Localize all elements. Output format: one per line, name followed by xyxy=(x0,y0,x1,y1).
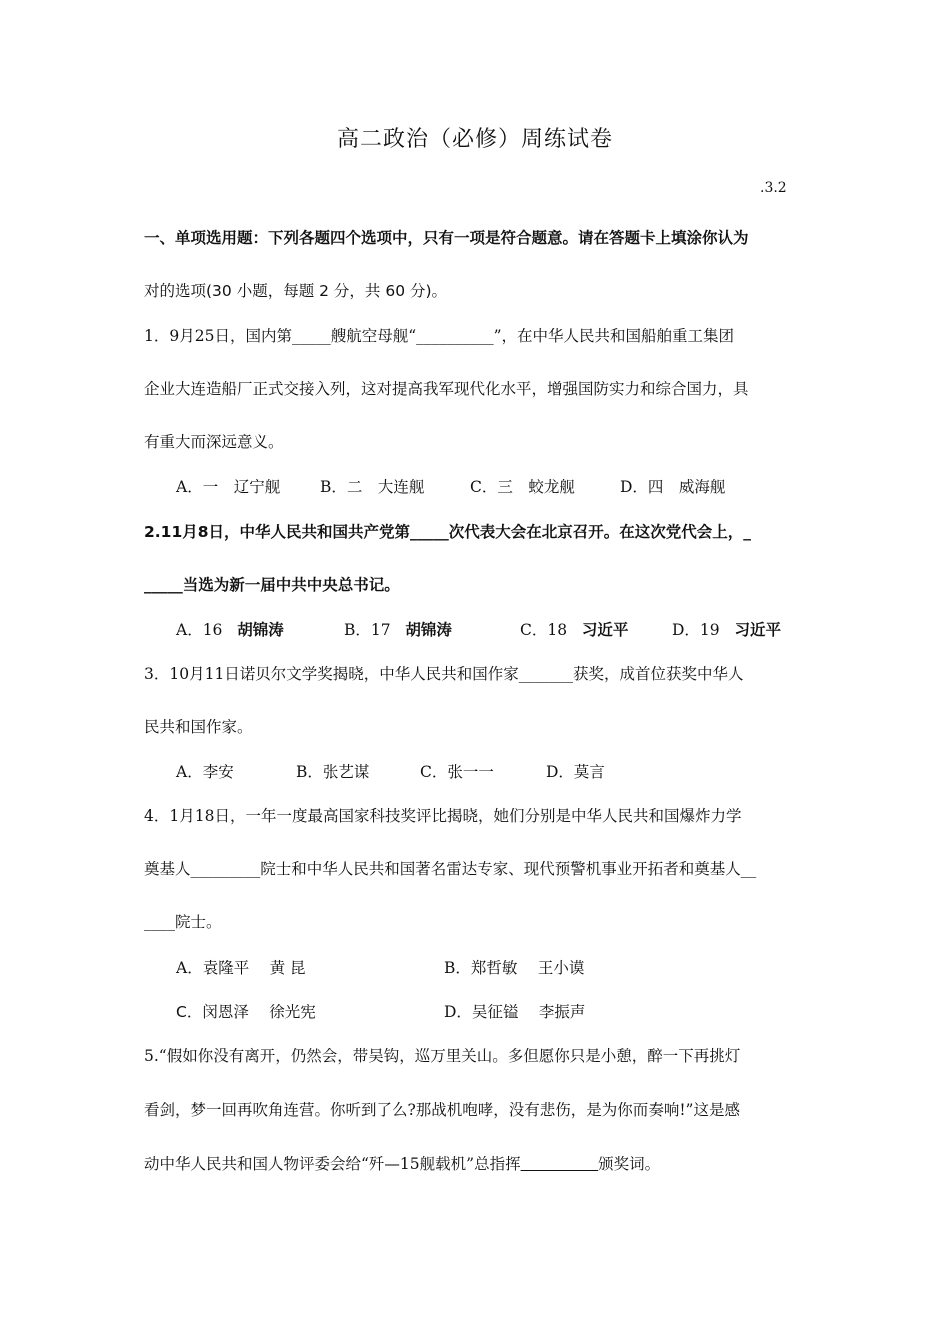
q2-option-a-num: A．16 xyxy=(176,621,223,639)
q1-line2: 企业大连造船厂正式交接入列，这对提高我军现代化水平，增强国防实力和综合国力，具 xyxy=(144,380,749,398)
q4-line3: ____院士。 xyxy=(144,913,222,931)
section-instruction-line1: 一、单项选用题：下列各题四个选项中，只有一项是符合题意。请在答题卡上填涂你认为 xyxy=(144,229,749,247)
q3-line1: 3．10月11日诺贝尔文学奖揭晓，中华人民共和国作家_______获奖，成首位获奖中华人 xyxy=(144,665,744,683)
q3-option-a: A．李安 xyxy=(176,763,234,781)
q5-line3-end: 颁奖词。 xyxy=(598,1155,661,1173)
q5-line3 xyxy=(144,1152,660,1174)
q2-option-a xyxy=(176,618,284,640)
q2-option-b-num: B．17 xyxy=(344,621,391,639)
q4-option-c: C．闵恩泽 徐光宪 xyxy=(176,1003,316,1021)
q2-option-c xyxy=(520,618,628,640)
page-title: 高二政治（必修）周练试卷 xyxy=(336,127,613,152)
exam-date: .3.2 xyxy=(760,180,787,196)
q5-line2: 看剑，梦一回再吹角连营。你听到了么?那战机咆哮，没有悲伤，是为你而奏响!”这是感 xyxy=(144,1101,740,1119)
q2-option-c-num: C．18 xyxy=(520,621,568,639)
q5-answer-blank xyxy=(521,1155,599,1173)
q3-line2: 民共和国作家。 xyxy=(144,718,253,736)
q5-line3-text: 动中华人民共和国人物评委会给“歼—15舰载机”总指挥 xyxy=(144,1155,521,1173)
q4-option-a: A．袁隆平 黄 昆 xyxy=(176,959,306,977)
q3-option-b: B．张艺谋 xyxy=(296,763,370,781)
q2-option-a-name: 胡锦涛 xyxy=(237,621,284,639)
q2-line1: 2.11月8日，中华人民共和国共产党第_____次代表大会在北京召开。在这次党代会上，_ xyxy=(144,523,752,541)
q1-line3: 有重大而深远意义。 xyxy=(144,433,284,451)
q2-option-b xyxy=(344,618,452,640)
q2-option-c-name: 习近平 xyxy=(581,621,629,639)
q2-option-b-name: 胡锦涛 xyxy=(405,621,452,639)
q1-line1: 1．9月25日，国内第_____艘航空母舰“__________”，在中华人民共和国船舶重工集团 xyxy=(144,327,735,345)
q1-option-c: C．三 蛟龙舰 xyxy=(470,478,575,496)
q2-option-d-name: 习近平 xyxy=(734,621,781,639)
q1-option-a: A．一 辽宁舰 xyxy=(176,478,281,496)
q1-option-d: D．四 威海舰 xyxy=(620,478,726,496)
q4-line1: 4．1月18日，一年一度最高国家科技奖评比揭晓，她们分别是中华人民共和国爆炸力学 xyxy=(144,807,742,825)
q2-option-d xyxy=(672,618,781,640)
q2-line2: _____当选为新一届中共中央总书记。 xyxy=(144,576,400,594)
q3-option-d: D．莫言 xyxy=(546,763,605,781)
q2-option-d-num: D．19 xyxy=(672,621,720,639)
q4-line2: 奠基人_________院士和中华人民共和国著名雷达专家、现代预警机事业开拓者和奠基人__ xyxy=(144,860,757,878)
q5-line1: 5.“假如你没有离开，仍然会，带吴钩，巡万里关山。多但愿你只是小憩，醉一下再挑灯 xyxy=(144,1047,741,1065)
q1-option-b: B．二 大连舰 xyxy=(320,478,425,496)
q4-option-b: B．郑哲敏 王小谟 xyxy=(444,959,585,977)
q4-option-d: D．吴征镒 李振声 xyxy=(444,1003,586,1021)
q3-option-c: C．张一一 xyxy=(420,763,494,781)
section-instruction-line2: 对的选项(30 小题，每题 2 分，共 60 分)。 xyxy=(144,282,448,300)
